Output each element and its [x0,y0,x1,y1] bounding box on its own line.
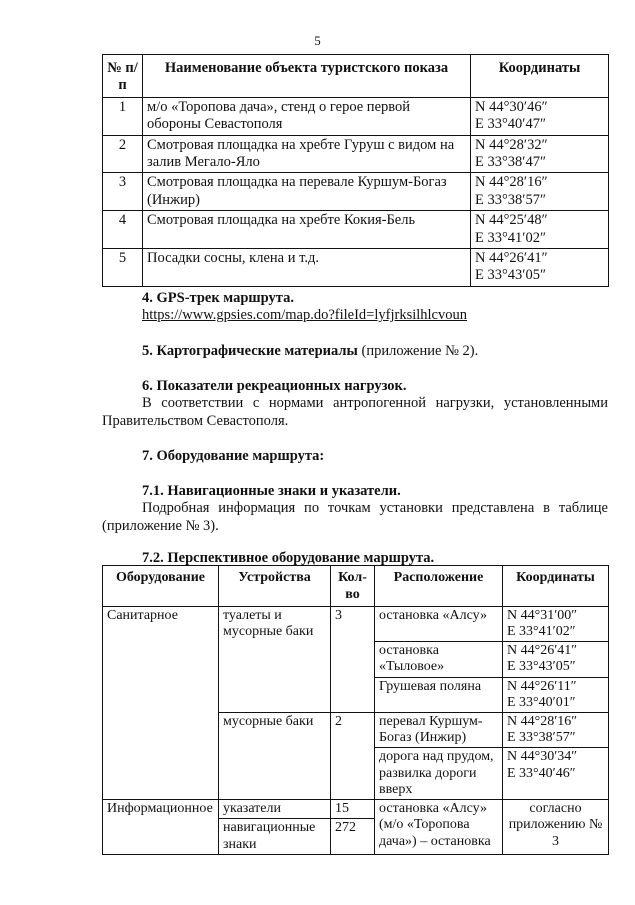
table-row [103,606,609,641]
col-header-coords: Координаты [503,566,609,607]
row-name: Смотровая площадка на хребте Гуруш с видом на залив Мегало-Яло [143,135,471,173]
equipment-table [102,565,609,855]
section-maps-title: 5. Картографические материалы [142,343,358,359]
table-header-row [103,55,609,98]
location: остановка «Тыловое» [375,642,503,677]
coords: N 44°26′41″ E 33°43′05″ [503,642,609,677]
location: остановка «Алсу» [375,606,503,641]
row-coords: N 44°28′16″ E 33°38′57″ [471,173,609,211]
section-loads-text: В соответствии с нормами антропогенной нагрузки, установленными Правительством Севастополя. [102,395,608,429]
row-number: 5 [103,248,143,286]
qty: 15 [331,800,375,819]
section-nav-signs [102,483,608,535]
qty: 2 [331,713,375,800]
table-row [103,97,609,135]
row-number: 1 [103,97,143,135]
row-name: Смотровая площадка на хребте Кокия-Бель [143,211,471,249]
row-coords: N 44°30′46″ E 33°40′47″ [471,97,609,135]
table-row [103,173,609,211]
qty: 272 [331,819,375,854]
col-header-qty: Кол-во [331,566,375,607]
row-coords: N 44°28′32″ E 33°38′47″ [471,135,609,173]
row-coords: N 44°25′48″ E 33°41′02″ [471,211,609,249]
table-header-row [103,566,609,607]
col-header-devices: Устройства [219,566,331,607]
row-coords: N 44°26′41″ E 33°43′05″ [471,248,609,286]
row-number: 4 [103,211,143,249]
coords: N 44°28′16″ E 33°38′57″ [503,713,609,748]
table-row [103,211,609,249]
col-header-equipment: Оборудование [103,566,219,607]
row-name: Посадки сосны, клена и т.д. [143,248,471,286]
location: дорога над прудом, развилка дороги вверх [375,748,503,800]
device: мусорные баки [219,713,331,800]
section-loads-title: 6. Показатели рекреационных нагрузок. [142,378,407,394]
device: указатели [219,800,331,819]
section-nav-signs-title: 7.1. Навигационные знаки и указатели. [142,483,401,499]
location: остановка «Алсу» (м/о «Торопова дача») – остановка [375,800,503,855]
equipment-type: Санитарное [103,606,219,800]
section-maps-text: (приложение № 2). [357,343,479,359]
location: Грушевая поляна [375,677,503,712]
section-loads [102,378,608,430]
coords: согласно приложению № 3 [503,800,609,855]
coords: N 44°26′11″ E 33°40′01″ [503,677,609,712]
row-name: м/о «Торопова дача», стенд о герое первой обороны Севастополя [143,97,471,135]
coords: N 44°30′34″ E 33°40′46″ [503,748,609,800]
qty: 3 [331,606,375,712]
col-header-location: Расположение [375,566,503,607]
coords: N 44°31′00″ E 33°41′02″ [503,606,609,641]
section-equipment-title: 7. Оборудование маршрута: [142,448,325,464]
col-header-coords: Координаты [471,55,609,98]
row-number: 2 [103,135,143,173]
page-number: 5 [314,33,321,48]
equipment-type: Информационное [103,800,219,855]
col-header-number: № п/п [103,55,143,98]
table-row [103,135,609,173]
tour-objects-table [102,54,609,287]
device: навигационные знаки [219,819,331,854]
section-gps [102,290,608,325]
section-maps [102,343,608,360]
row-name: Смотровая площадка на перевале Куршум-Богаз (Инжир) [143,173,471,211]
section-nav-signs-text: Подробная информация по точкам установки представлена в таблице (приложение № 3). [102,500,608,534]
device: туалеты и мусорные баки [219,606,331,712]
row-number: 3 [103,173,143,211]
table-row [103,800,609,819]
col-header-name: Наименование объекта туристского показа [143,55,471,98]
table-row [103,248,609,286]
gps-track-link[interactable]: https://www.gpsies.com/map.do?fileId=lyfjrksilhlcvoun [142,307,467,324]
section-gps-title: 4. GPS-трек маршрута. [142,290,294,306]
location: перевал Куршум-Богаз (Инжир) [375,713,503,748]
section-prospective-title: 7.2. Перспективное оборудование маршрута. [142,550,435,566]
